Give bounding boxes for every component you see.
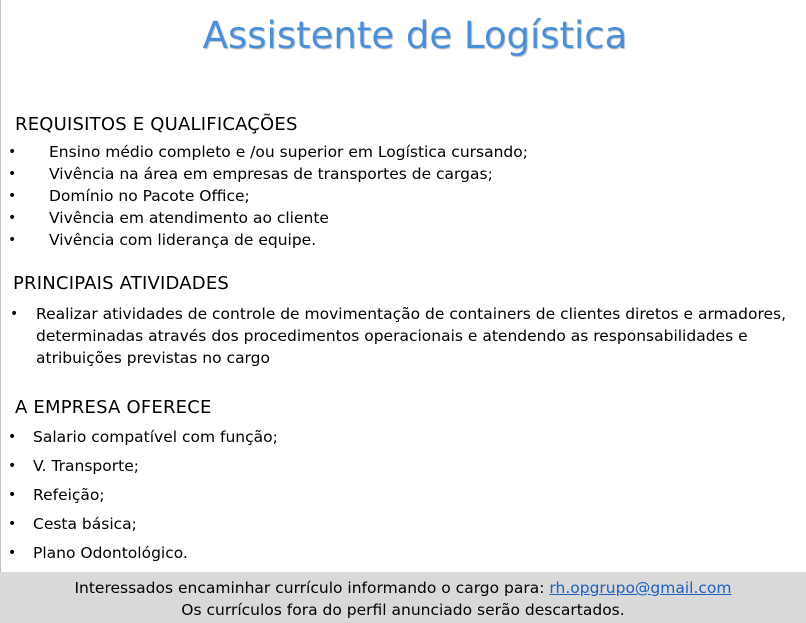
bullet-icon: • [8, 188, 17, 204]
requirements-heading: REQUISITOS E QUALIFICAÇÕES [15, 114, 298, 135]
list-item [8, 163, 528, 185]
contact-footer [0, 572, 806, 623]
list-item [10, 303, 790, 369]
offer-text: Salario compatível com função; [33, 428, 278, 446]
bullet-icon: • [8, 144, 17, 160]
list-item [8, 229, 528, 251]
requirements-list [8, 141, 528, 251]
list-item [8, 207, 528, 229]
list-item [8, 185, 528, 207]
list-item [8, 141, 528, 163]
offer-text: Refeição; [33, 486, 105, 504]
bullet-icon: • [8, 487, 17, 503]
offer-text: Cesta básica; [33, 515, 137, 533]
bullet-icon: • [8, 545, 17, 561]
contact-line [0, 577, 806, 599]
activity-text: Realizar atividades de controle de movimentação de containers de clientes diretos e armadores, determinadas através dos procedimentos operacionais e atendendo as responsabilidades e atribuições previstas no cargo [36, 305, 787, 367]
bullet-icon: • [8, 516, 17, 532]
list-item [8, 542, 278, 571]
bullet-icon: • [8, 429, 17, 445]
bullet-icon: • [8, 232, 17, 248]
requirement-text: Vivência na área em empresas de transportes de cargas; [49, 165, 493, 183]
bullet-icon: • [10, 306, 19, 322]
offer-text: V. Transporte; [33, 457, 139, 475]
disclaimer-text: Os currículos fora do perfil anunciado serão descartados. [181, 601, 625, 619]
list-item [8, 455, 278, 484]
list-item [8, 513, 278, 542]
requirement-text: Vivência em atendimento ao cliente [49, 209, 329, 227]
list-item [8, 426, 278, 455]
offers-list [8, 426, 278, 571]
bullet-icon: • [8, 210, 17, 226]
page-title: Assistente de Logística [202, 14, 628, 57]
bullet-icon: • [8, 458, 17, 474]
email-link[interactable]: rh.opgrupo@gmail.com [549, 579, 732, 597]
activities-heading: PRINCIPAIS ATIVIDADES [13, 273, 230, 294]
requirement-text: Ensino médio completo e /ou superior em Logística cursando; [49, 143, 528, 161]
requirement-text: Vivência com liderança de equipe. [49, 231, 317, 249]
contact-instruction: Interessados encaminhar currículo informando o cargo para: [74, 579, 550, 597]
list-item [8, 484, 278, 513]
activities-list [10, 303, 790, 369]
requirement-text: Domínio no Pacote Office; [49, 187, 250, 205]
bullet-icon: • [8, 166, 17, 182]
offers-heading: A EMPRESA OFERECE [15, 397, 212, 418]
offer-text: Plano Odontológico. [33, 544, 188, 562]
